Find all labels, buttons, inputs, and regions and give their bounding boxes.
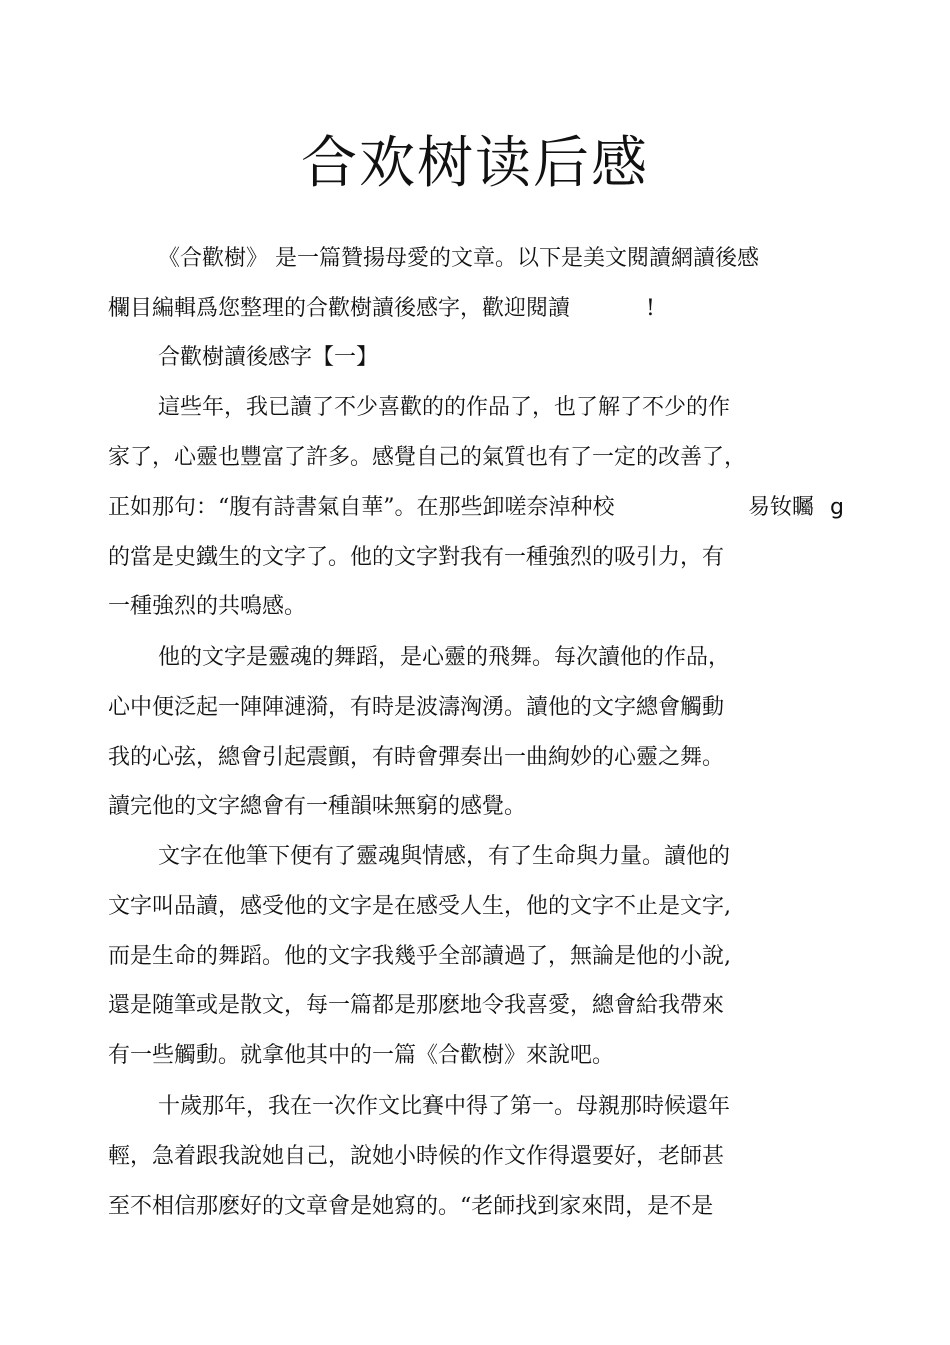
paragraph-line: 他的文字是靈魂的舞蹈，是心靈的飛舞。每次讀他的作品， [158,645,731,670]
paragraph-line: 輕，急着跟我說她自己，說她小時候的作文作得還要好，老師甚 [108,1144,725,1169]
paragraph-line: 心中便泛起一陣陣漣漪，有時是波濤洶湧。讀他的文字總會觸動 [108,695,725,720]
paragraph-line: 而是生命的舞蹈。他的文字我幾乎全部讀過了，無論是他的小說, [108,944,731,969]
paragraph-line: 有一些觸動。就拿他其中的一篇《合歡樹》來說吧。 [108,1043,615,1068]
paragraph-line-fragment: g [830,495,844,520]
paragraph-line: 讀完他的文字總會有一種韻味無窮的感覺。 [108,794,527,819]
paragraph-line: 文字在他筆下便有了靈魂與情感，有了生命與力量。讀他的 [158,844,731,869]
paragraph-line: 十歲那年，我在一次作文比賽中得了第一。母親那時候還年 [158,1094,731,1119]
paragraph-line-fragment: ! [646,296,655,321]
paragraph-line: 《合歡樹》 是一篇贊揚母愛的文章。以下是美文閱讀網讀後感 [158,246,759,271]
paragraph-line: 還是随筆或是散文，每一篇都是那麽地令我喜愛，總會給我帶來 [108,993,725,1018]
paragraph-line: 一種強烈的共鳴感。 [108,594,307,619]
paragraph-line: 的當是史鐵生的文字了。他的文字對我有一種強烈的吸引力，有 [108,545,725,570]
paragraph-line: 家了，心靈也豐富了許多。感覺自己的氣質也有了一定的改善了， [108,445,747,470]
paragraph-line: 欄目編輯爲您整理的合歡樹讀後感字，歡迎閱讀 [108,296,571,321]
document-title: 合欢树读后感 [301,131,649,196]
paragraph-line: 至不相信那麽好的文章會是她寫的。“老師找到家來問，是不是 [108,1194,714,1219]
section-heading: 合歡樹讀後感字【一】 [158,345,379,370]
paragraph-line-fragment: 易钕矚 [748,495,815,520]
paragraph-line: 我的心弦，總會引起震顫，有時會彈奏出一曲絢妙的心靈之舞。 [108,745,725,770]
paragraph-line: 正如那句：“腹有詩書氣自華”。在那些卸嗟奈淖种校 [108,495,615,520]
paragraph-line: 文字叫品讀，感受他的文字是在感受人生，他的文字不止是文字, [108,894,731,919]
paragraph-line: 這些年，我已讀了不少喜歡的的作品了，也了解了不少的作 [158,395,731,420]
